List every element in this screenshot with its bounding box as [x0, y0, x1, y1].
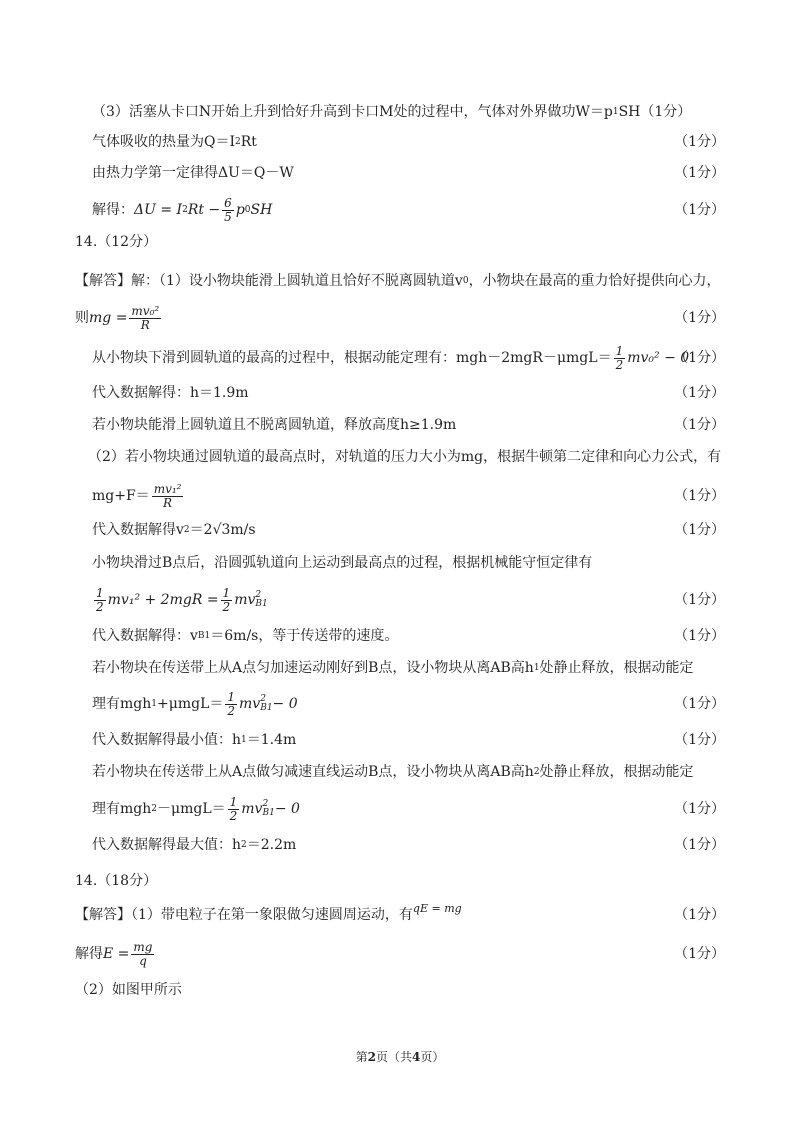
fraction-numerator: mg	[133, 939, 153, 954]
subscript: 1	[151, 699, 157, 709]
score-label: （1分）	[674, 946, 725, 962]
line-text: ＝2.2m	[246, 837, 297, 853]
subscript: 2	[151, 804, 157, 814]
fraction	[94, 587, 106, 614]
subscript: 1	[612, 107, 619, 117]
line-text: 理有mgh	[92, 801, 152, 817]
score-label: （1分）	[674, 732, 725, 748]
math-expression: p	[235, 202, 245, 218]
math-expression: mv₀² − 0	[627, 350, 690, 366]
subscript: B1	[197, 631, 211, 641]
line-text: 若小物块在传送带上从A点做匀减速直线运动B点，设小物块从离AB高h	[92, 764, 534, 780]
line-text: （2）若小物块通过圆轨道的最高点时，对轨道的压力大小为mg，根据牛顿第二定律和向心力公式，有	[88, 449, 722, 465]
score-label: （1分）	[674, 628, 725, 644]
superscript: 2	[235, 137, 241, 147]
line-text: mg+F＝	[92, 488, 150, 504]
footer-suffix: 页）	[420, 1050, 445, 1064]
fraction	[225, 691, 237, 718]
line-text: 由热力学第一定律得ΔU＝Q－W	[92, 165, 294, 181]
text-line	[75, 222, 157, 262]
subscript: B1	[260, 703, 273, 713]
footer-middle: 页（共	[375, 1050, 412, 1064]
score-label: （1分）	[674, 350, 725, 366]
math-expression: − 0	[274, 801, 300, 817]
line-text: 代入数据解得：h＝1.9m	[92, 385, 249, 401]
line-text: 【解答】（1）带电粒子在第一象限做匀速圆周运动，有	[75, 907, 413, 923]
math-expression: mv	[239, 696, 261, 712]
line-text: 从小物块下滑到圆轨道的最高的过程中，根据动能定理有：mgh－2mgR－μmgL＝	[92, 350, 612, 366]
text-line	[92, 648, 694, 688]
fraction	[129, 305, 161, 332]
fraction-numerator: 1	[227, 689, 236, 704]
fraction-numerator: mv₀²	[131, 303, 160, 318]
line-text: －μmgL＝	[157, 801, 226, 817]
math-expression: qE = mg	[412, 902, 462, 915]
fraction-denominator: R	[140, 317, 150, 332]
fraction-denominator: 2	[96, 599, 104, 614]
subscript: 1	[241, 735, 247, 745]
score-label: （1分）	[674, 488, 725, 504]
line-text: ＝6m/s，等于传送带的速度。	[210, 628, 399, 644]
text-line	[75, 261, 721, 301]
line-text: 代入数据解得v	[92, 522, 184, 538]
fraction	[221, 587, 233, 614]
text-line	[92, 789, 300, 829]
line-text: 【解答】解：（1）设小物块能滑上圆轨道且恰好不脱离圆轨道v	[75, 273, 463, 289]
page-footer	[0, 1048, 800, 1065]
subscript: B1	[262, 808, 275, 818]
text-line	[92, 684, 298, 724]
subscript: 2	[533, 767, 540, 777]
text-line	[75, 895, 462, 935]
fraction	[152, 483, 184, 510]
math-expression: mv	[241, 801, 263, 817]
score-label: （1分）	[674, 134, 725, 150]
subscript: 2	[183, 525, 190, 535]
sup-sub	[262, 800, 274, 818]
fraction-denominator: q	[139, 953, 147, 968]
superscript: 2	[262, 799, 269, 809]
footer-prefix: 第	[355, 1050, 368, 1064]
score-label: （1分）	[674, 385, 725, 401]
superscript: 2	[260, 694, 266, 704]
score-label: （1分）	[674, 592, 725, 608]
fraction-denominator: R	[163, 495, 173, 510]
line-text: 14.（18分）	[75, 873, 158, 889]
math-expression: mg =	[89, 310, 128, 326]
math-expression: mv	[234, 592, 256, 608]
score-label: （1分）	[674, 165, 725, 181]
score-label: （1分）	[674, 696, 725, 712]
page-total: 4	[412, 1050, 421, 1064]
score-label: （1分）	[674, 522, 725, 538]
subscript: 2	[241, 840, 247, 850]
line-text: 解得	[75, 946, 103, 962]
text-line	[92, 543, 592, 583]
text-line	[75, 298, 163, 338]
line-text: Rt	[240, 134, 257, 150]
subscript: 1	[533, 663, 540, 673]
fraction-denominator: 2	[615, 357, 624, 372]
subscript: B1	[255, 599, 268, 609]
line-text: 若小物块在传送带上从A点匀加速运动刚好到B点，设小物块从离AB高h	[92, 660, 534, 676]
math-expression: Rt −	[187, 202, 221, 218]
line-text: 解得：	[92, 202, 134, 218]
text-line	[92, 153, 294, 193]
fraction-numerator: 1	[96, 585, 104, 600]
text-line	[92, 338, 689, 378]
math-expression: mv₁² + 2mgR =	[107, 592, 219, 608]
text-line	[88, 437, 721, 477]
page-number: 2	[367, 1050, 376, 1064]
score-label: （1分）	[674, 310, 725, 326]
text-line	[92, 825, 296, 865]
sup-sub	[255, 591, 267, 609]
text-line	[75, 970, 182, 1010]
subscript: 0	[244, 205, 251, 215]
line-text: ＝2√3m/s	[189, 522, 256, 538]
fraction-denominator: 2	[222, 599, 231, 614]
line-text: 处静止释放，根据动能定	[539, 764, 694, 780]
line-text: 代入数据解得：v	[92, 628, 198, 644]
line-text: +μmgL＝	[157, 696, 224, 712]
line-text: 若小物块能滑上圆轨道且不脱离圆轨道，释放高度h≥1.9m	[92, 417, 457, 433]
line-text: 代入数据解得最大值：h	[92, 837, 242, 853]
line-text: 气体吸收的热量为Q＝I	[92, 134, 236, 150]
superscript: 2	[182, 205, 188, 215]
text-line	[92, 580, 268, 620]
fraction-numerator: 1	[229, 794, 238, 809]
score-label: （1分）	[674, 801, 725, 817]
fraction-numerator: 1	[222, 585, 231, 600]
fraction-numerator: 1	[615, 343, 624, 358]
text-line	[92, 752, 694, 792]
line-text: （3）活塞从卡口N开始上升到恰好升高到卡口M处的过程中，气体对外界做功W＝p	[92, 104, 613, 120]
subscript: 0	[462, 276, 469, 286]
score-label: （1分）	[674, 202, 725, 218]
line-text: 则	[75, 310, 89, 326]
line-text: SH（1分）	[618, 104, 692, 120]
sup-sub	[260, 695, 272, 713]
fraction	[228, 796, 240, 823]
fraction	[131, 941, 154, 968]
fraction	[222, 197, 234, 224]
fraction-numerator: 6	[224, 195, 232, 210]
math-expression: − 0	[272, 696, 298, 712]
line-text: 处静止释放，根据动能定	[539, 660, 694, 676]
line-text: ，小物块在最高的重力恰好提供向心力，	[468, 273, 721, 289]
math-expression: E =	[103, 946, 130, 962]
fraction-denominator: 5	[224, 209, 232, 224]
fraction-denominator: 2	[229, 808, 238, 823]
fraction-denominator: 2	[227, 703, 236, 718]
score-label: （1分）	[674, 417, 725, 433]
fraction-numerator: mv₁²	[153, 481, 182, 496]
text-line	[75, 934, 156, 974]
line-text: ＝1.4m	[246, 732, 297, 748]
line-text: 14.（12分）	[75, 234, 158, 250]
score-label: （1分）	[674, 837, 725, 853]
line-text: 理有mgh	[92, 696, 152, 712]
math-expression: SH	[250, 202, 273, 218]
math-expression: ΔU = I	[134, 202, 183, 218]
line-text: （2）如图甲所示	[75, 982, 182, 998]
line-text: 代入数据解得最小值：h	[92, 732, 242, 748]
line-text: 小物块滑过B点后，沿圆弧轨道向上运动到最高点的过程，根据机械能守恒定律有	[92, 555, 593, 571]
superscript: 2	[255, 590, 262, 600]
score-label: （1分）	[674, 907, 725, 923]
fraction	[614, 345, 626, 372]
